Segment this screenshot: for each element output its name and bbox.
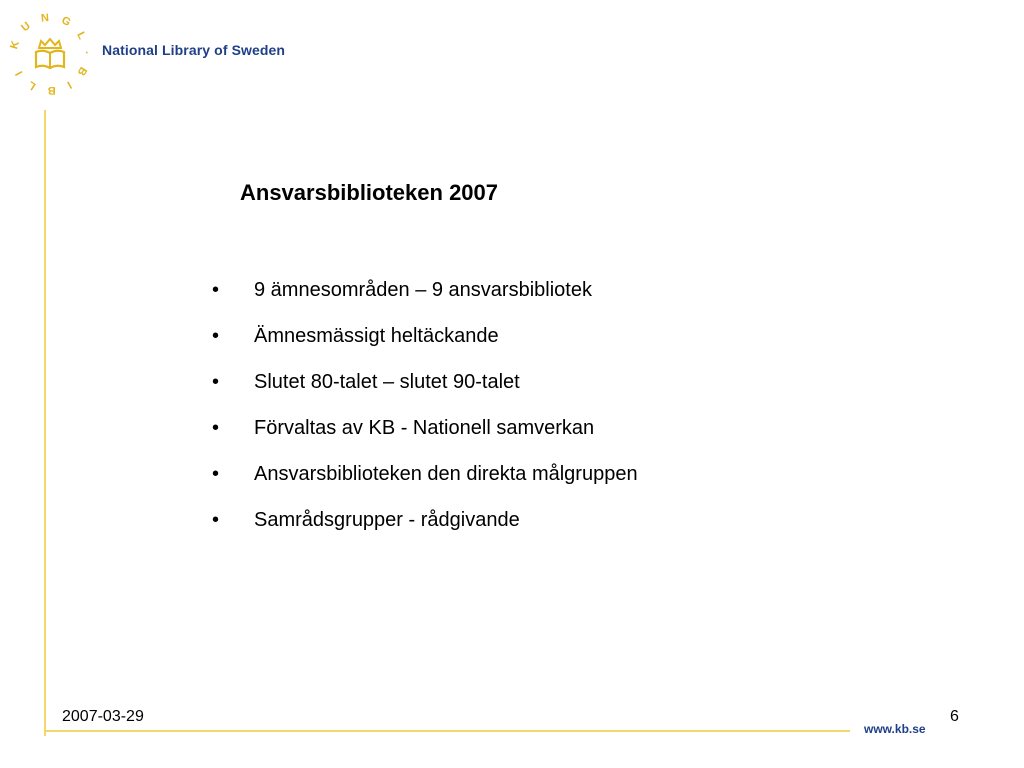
footer-divider (44, 730, 850, 732)
bullet-item (212, 506, 638, 552)
bullet-text: Slutet 80-talet – slutet 90-talet (254, 371, 520, 393)
organization-name: National Library of Sweden (102, 42, 286, 58)
bullet-text: Ansvarsbiblioteken den direkta målgruppen (254, 463, 638, 485)
bullet-dot: • (212, 417, 220, 439)
bullet-text: Förvaltas av KB - Nationell samverkan (254, 417, 595, 439)
bullet-item (212, 460, 638, 506)
bullet-dot: • (212, 463, 220, 485)
bullet-item (212, 276, 638, 322)
bullet-text: Ämnesmässigt heltäckande (254, 325, 499, 347)
bullet-text: 9 ämnesområden – 9 ansvarsbibliotek (254, 279, 592, 301)
svg-text:K U N G L · B I B L I O T E K: K U N G L · B I B L I (8, 11, 93, 97)
page-number: 6 (950, 708, 959, 725)
vertical-divider (44, 110, 46, 736)
bullet-text: Samrådsgrupper - rådgivande (254, 509, 520, 531)
bullet-dot: • (212, 325, 220, 347)
footer-url-link[interactable]: www.kb.se (864, 722, 926, 736)
bullet-dot: • (212, 279, 220, 301)
slide-title: Ansvarsbiblioteken 2007 (240, 180, 499, 205)
bullet-dot: • (212, 509, 220, 531)
bullet-item (212, 322, 638, 368)
library-seal-icon (6, 10, 94, 98)
footer-date: 2007-03-29 (62, 708, 144, 725)
bullet-dot: • (212, 371, 220, 393)
bullet-item (212, 368, 638, 414)
bullet-list (212, 276, 638, 552)
bullet-item (212, 414, 638, 460)
